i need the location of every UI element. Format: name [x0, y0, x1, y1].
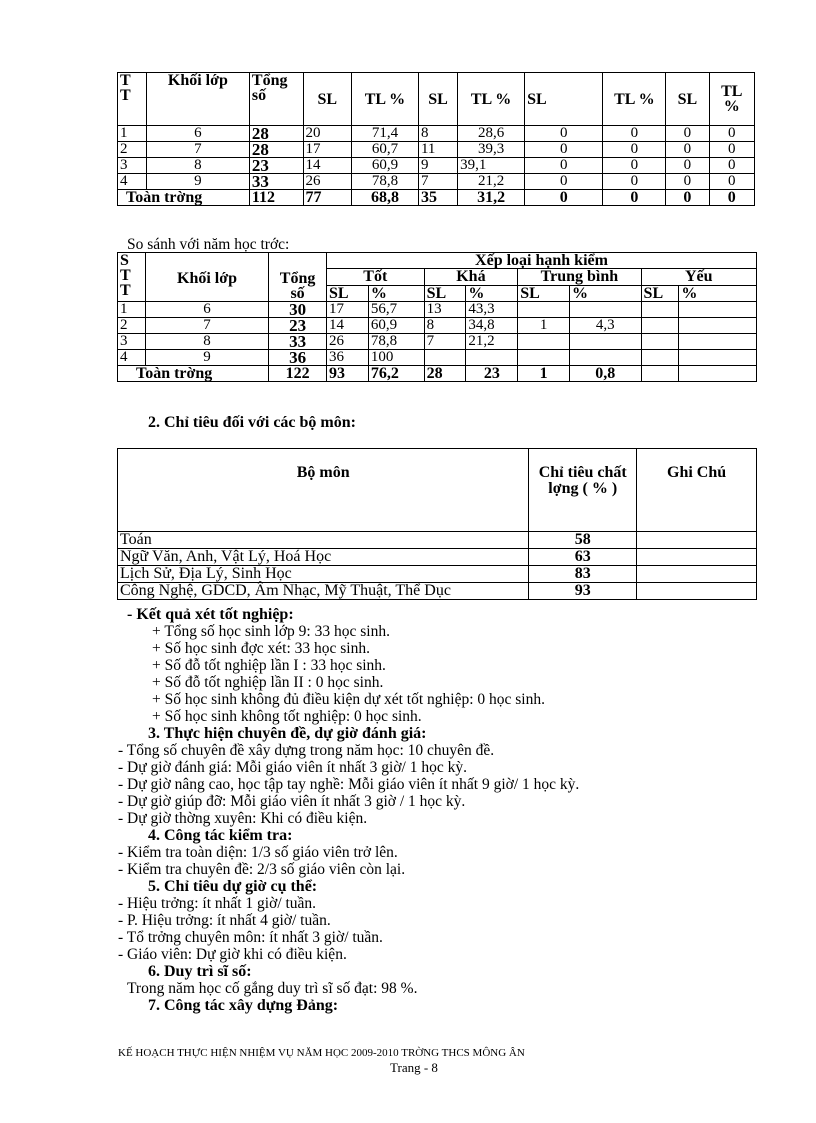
- body-line: + Số học sinh không đủ điều kiện dự xét tốt nghiệp: 0 học sinh.: [152, 691, 545, 708]
- cell: 0: [525, 142, 603, 158]
- footer-plan-title: KẾ HOẠCH THỰC HIỆN NHIỆM VỤ NĂM HỌC 2009-2010 TRỜNG THCS MÔNG ÂN: [118, 1047, 525, 1059]
- header-cell: TL %: [351, 73, 418, 126]
- cell: 23: [249, 158, 303, 174]
- body-line: + Số đỗ tốt nghiệp lần I : 33 học sinh.: [152, 657, 386, 674]
- cell: 3: [118, 334, 146, 350]
- cell: 0: [525, 158, 603, 174]
- section-5-title: 5. Chỉ tiêu dự giờ cụ thể:: [148, 878, 318, 895]
- sub-header: %: [569, 285, 641, 301]
- cell: 4: [118, 174, 147, 190]
- cell: 0: [709, 158, 754, 174]
- body-line: - Kiểm tra chuyên đề: 2/3 số giáo viên còn lại.: [118, 861, 406, 878]
- cell: [466, 350, 518, 366]
- cell: 0: [709, 142, 754, 158]
- cell: 39,1: [458, 158, 525, 174]
- header-cell: SL: [303, 73, 351, 126]
- cell: 1: [118, 126, 147, 142]
- cell: 14: [303, 158, 351, 174]
- sub-header: %: [368, 285, 424, 301]
- cell: 7: [146, 142, 249, 158]
- cell: 9: [145, 350, 268, 366]
- cell: [641, 366, 679, 382]
- cell: 8: [418, 126, 457, 142]
- cell: [679, 318, 757, 334]
- cell: 100: [368, 350, 424, 366]
- cell: [641, 350, 679, 366]
- sub-header: SL: [518, 285, 570, 301]
- cell: [641, 334, 679, 350]
- cell: 9: [418, 158, 457, 174]
- target-cell: 58: [529, 532, 637, 549]
- cell: 33: [249, 174, 303, 190]
- table-row: [118, 302, 757, 318]
- sub-header: SL: [641, 285, 679, 301]
- cell: 26: [326, 334, 368, 350]
- header-kha: Khá: [424, 269, 518, 285]
- cell: 60,7: [351, 142, 418, 158]
- table-header-row: [118, 253, 757, 269]
- body-line: - Dự giờ thờng xuyên: Khi có điều kiện.: [118, 810, 368, 827]
- table-row: [118, 318, 757, 334]
- cell: [679, 350, 757, 366]
- header-cell: TL %: [709, 73, 754, 126]
- table-row: [118, 158, 755, 174]
- cell: 30: [269, 302, 327, 318]
- header-yeu: Yếu: [641, 269, 756, 285]
- cell: 28: [249, 142, 303, 158]
- header-tong: Tổng số: [269, 253, 327, 302]
- cell: 17: [303, 142, 351, 158]
- subject-cell: Ngữ Văn, Anh, Vật Lý, Hoá Học: [118, 549, 529, 566]
- table-row: [118, 142, 755, 158]
- cell: 0: [603, 174, 666, 190]
- conduct-table: [117, 252, 757, 382]
- header-khoi: Khối lớp: [145, 253, 268, 302]
- header-cell: SL: [666, 73, 709, 126]
- target-cell: 93: [529, 583, 637, 600]
- cell: 7: [418, 174, 457, 190]
- target-cell: 83: [529, 566, 637, 583]
- header-cell: Tổng số: [249, 73, 303, 126]
- header-ghi-chu: Ghi Chú: [637, 449, 757, 532]
- cell: [679, 334, 757, 350]
- body-line: - Tổ trởng chuyên môn: ít nhất 3 giờ/ tuần.: [118, 929, 383, 946]
- cell: 0: [525, 174, 603, 190]
- header-cell: TL %: [603, 73, 666, 126]
- cell: 78,8: [351, 174, 418, 190]
- cell: 23: [269, 318, 327, 334]
- cell: 78,8: [368, 334, 424, 350]
- sub-header: SL: [326, 285, 368, 301]
- section-2-title: 2. Chỉ tiêu đối với các bộ môn:: [148, 414, 356, 431]
- cell: 2: [118, 318, 146, 334]
- cell: 0: [603, 158, 666, 174]
- page-number: Trang - 8: [390, 1060, 438, 1075]
- cell: 0: [666, 158, 709, 174]
- cell: 36: [269, 350, 327, 366]
- cell: [518, 350, 570, 366]
- body-line: - Tổng số chuyên đề xây dựng trong năm học: 10 chuyên đề.: [118, 742, 495, 759]
- sub-header: %: [679, 285, 757, 301]
- body-line: - Dự giờ nâng cao, học tập tay nghề: Mỗi giáo viên ít nhất 9 giờ/ 1 học kỳ.: [118, 776, 580, 793]
- body-line: - Dự giờ đánh giá: Mỗi giáo viên ít nhất 3 giờ/ 1 học kỳ.: [118, 759, 467, 776]
- cell: 0: [603, 142, 666, 158]
- total-label: Toàn trờng: [118, 190, 250, 206]
- body-line: Trong năm học cố gắng duy trì sĩ số đạt: 98 %.: [127, 980, 418, 997]
- note-cell: [637, 566, 757, 583]
- cell: [518, 334, 570, 350]
- table-row: [118, 350, 757, 366]
- table-row: [118, 532, 757, 549]
- header-stt: S T T: [118, 253, 146, 302]
- cell: 1: [518, 366, 570, 382]
- body-line: - Giáo viên: Dự giờ khi có điều kiện.: [118, 946, 347, 963]
- cell: 14: [326, 318, 368, 334]
- header-chi-tieu: Chỉ tiêu chất lợng ( % ): [529, 449, 637, 532]
- cell: 0: [525, 126, 603, 142]
- body-line: - Dự giờ giúp đỡ: Mỗi giáo viên ít nhất 3 giờ / 1 học kỳ.: [118, 793, 466, 810]
- cell: 0: [666, 126, 709, 142]
- body-line: - P. Hiệu trởng: ít nhất 4 giờ/ tuần.: [118, 912, 331, 929]
- table-row: [118, 566, 757, 583]
- table-total-row: [118, 366, 757, 382]
- body-line: + Tổng số học sinh lớp 9: 33 học sinh.: [152, 623, 390, 640]
- body-line: + Số học sinh không tốt nghiệp: 0 học sinh.: [152, 708, 422, 725]
- cell: 43,3: [466, 302, 518, 318]
- cell: 17: [326, 302, 368, 318]
- cell: 0: [603, 126, 666, 142]
- table-row: [118, 126, 755, 142]
- target-cell: 63: [529, 549, 637, 566]
- cell: 21,2: [466, 334, 518, 350]
- note-cell: [637, 549, 757, 566]
- cell: 21,2: [458, 174, 525, 190]
- cell: [569, 334, 641, 350]
- subject-cell: Lịch Sử, Địa Lý, Sinh Học: [118, 566, 529, 583]
- cell: 4,3: [569, 318, 641, 334]
- cell: 1: [118, 302, 146, 318]
- results-table: [117, 72, 755, 206]
- cell: 0: [709, 190, 754, 206]
- cell: 35: [418, 190, 457, 206]
- cell: 33: [269, 334, 327, 350]
- cell: 9: [146, 174, 249, 190]
- subject-cell: Công Nghệ, GDCD, Âm Nhạc, Mỹ Thuật, Thể Dục: [118, 583, 529, 600]
- section-7-title: 7. Công tác xây dựng Đảng:: [148, 997, 339, 1014]
- header-cell: SL: [418, 73, 457, 126]
- cell: 23: [466, 366, 518, 382]
- cell: 0: [666, 174, 709, 190]
- cell: 93: [326, 366, 368, 382]
- cell: 56,7: [368, 302, 424, 318]
- cell: 13: [424, 302, 466, 318]
- cell: 7: [145, 318, 268, 334]
- cell: 28,6: [458, 126, 525, 142]
- header-cell: T T: [118, 73, 147, 126]
- cell: 3: [118, 158, 147, 174]
- cell: [679, 366, 757, 382]
- header-cell: TL %: [458, 73, 525, 126]
- cell: [518, 302, 570, 318]
- table-total-row: [118, 190, 755, 206]
- cell: 122: [269, 366, 327, 382]
- cell: 60,9: [368, 318, 424, 334]
- table-row: [118, 549, 757, 566]
- cell: 2: [118, 142, 147, 158]
- header-tot: Tốt: [326, 269, 424, 285]
- cell: [569, 302, 641, 318]
- compare-title: So sánh với năm học trớc:: [127, 236, 290, 253]
- cell: 60,9: [351, 158, 418, 174]
- header-group: Xếp loại hạnh kiểm: [326, 253, 756, 269]
- body-line: + Số đỗ tốt nghiệp lần II : 0 học sinh.: [152, 674, 384, 691]
- note-cell: [637, 532, 757, 549]
- cell: 28: [424, 366, 466, 382]
- cell: 31,2: [458, 190, 525, 206]
- cell: 4: [118, 350, 146, 366]
- cell: 112: [249, 190, 303, 206]
- subject-targets-table: [117, 448, 757, 600]
- cell: 71,4: [351, 126, 418, 142]
- cell: 8: [424, 318, 466, 334]
- cell: 11: [418, 142, 457, 158]
- table-row: [118, 174, 755, 190]
- header-bo-mon: Bộ môn: [118, 449, 529, 532]
- cell: 34,8: [466, 318, 518, 334]
- total-label: Toàn trờng: [118, 366, 269, 382]
- cell: [641, 318, 679, 334]
- cell: 20: [303, 126, 351, 142]
- cell: 0,8: [569, 366, 641, 382]
- header-cell: SL: [525, 73, 603, 126]
- cell: 0: [666, 142, 709, 158]
- cell: 76,2: [368, 366, 424, 382]
- body-line: + Số học sinh đợc xét: 33 học sinh.: [152, 640, 370, 657]
- body-line: - Kiểm tra toàn diện: 1/3 số giáo viên trở lên.: [118, 844, 398, 861]
- table-row: [118, 583, 757, 600]
- cell: 0: [709, 174, 754, 190]
- cell: 8: [145, 334, 268, 350]
- cell: 8: [146, 158, 249, 174]
- cell: 6: [146, 126, 249, 142]
- cell: 0: [525, 190, 603, 206]
- cell: 0: [666, 190, 709, 206]
- table-row: [118, 334, 757, 350]
- cell: 0: [603, 190, 666, 206]
- section-3-title: 3. Thực hiện chuyên đề, dự giờ đánh giá:: [148, 725, 427, 742]
- body-line: - Hiệu trởng: ít nhất 1 giờ/ tuần.: [118, 895, 317, 912]
- cell: [424, 350, 466, 366]
- sub-header: SL: [424, 285, 466, 301]
- subject-cell: Toán: [118, 532, 529, 549]
- cell: [679, 302, 757, 318]
- cell: 6: [145, 302, 268, 318]
- cell: [569, 350, 641, 366]
- cell: 28: [249, 126, 303, 142]
- cell: 77: [303, 190, 351, 206]
- cell: 39,3: [458, 142, 525, 158]
- section-4-title: 4. Công tác kiểm tra:: [148, 827, 293, 844]
- cell: 7: [424, 334, 466, 350]
- cell: 1: [518, 318, 570, 334]
- sub-header: %: [466, 285, 518, 301]
- table-header-row: [118, 73, 755, 126]
- cell: 0: [709, 126, 754, 142]
- table-header-row: [118, 449, 757, 532]
- cell: 26: [303, 174, 351, 190]
- cell: 68,8: [351, 190, 418, 206]
- section-graduation-title: - Kết quả xét tốt nghiệp:: [127, 606, 294, 623]
- section-6-title: 6. Duy trì sĩ số:: [148, 963, 252, 980]
- cell: [641, 302, 679, 318]
- header-trung-binh: Trung bình: [518, 269, 641, 285]
- header-cell: Khối lớp: [146, 73, 249, 126]
- note-cell: [637, 583, 757, 600]
- cell: 36: [326, 350, 368, 366]
